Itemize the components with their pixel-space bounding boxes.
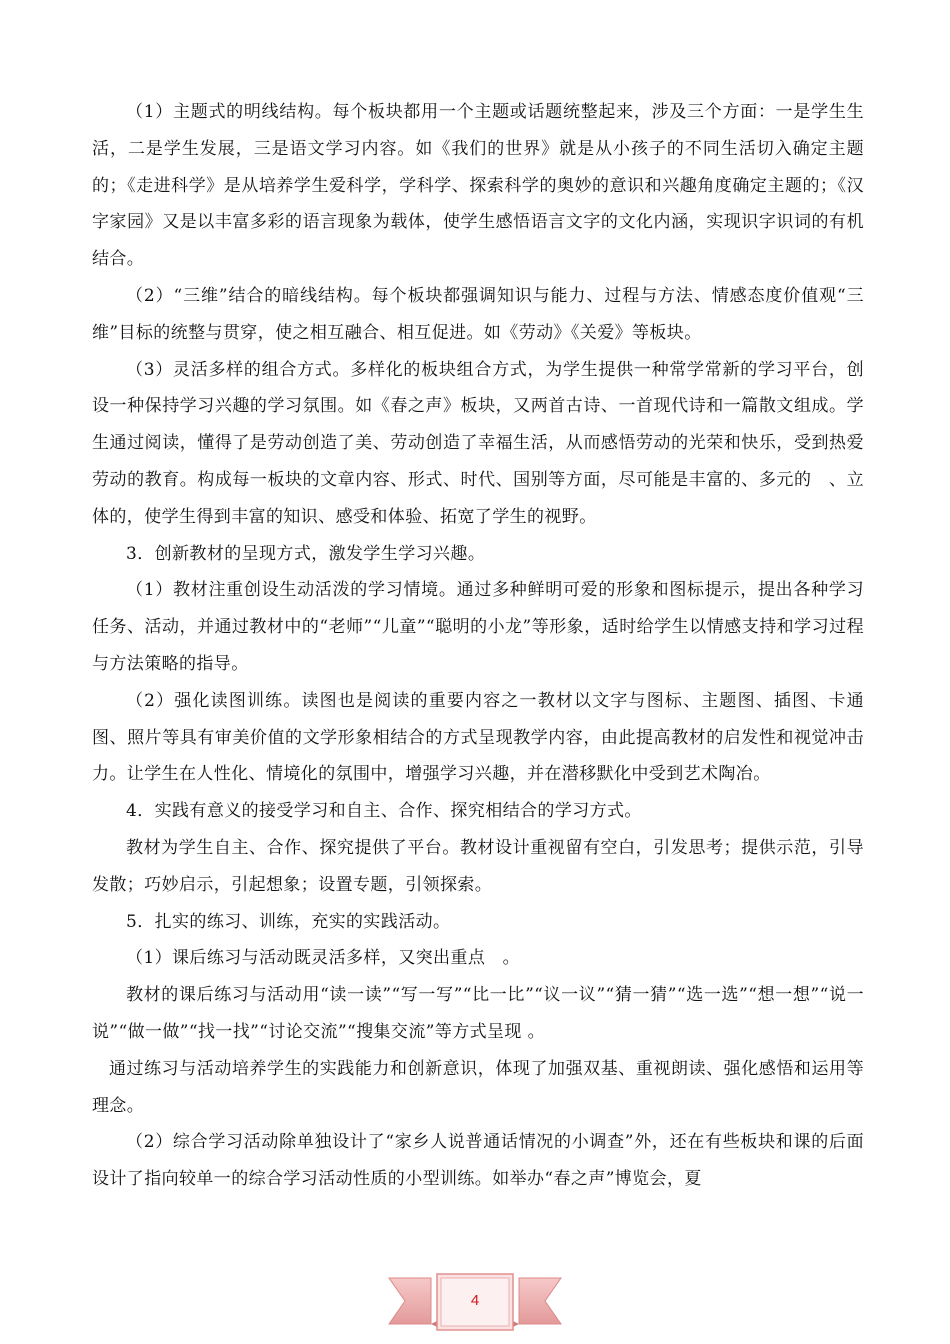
paragraph-3: （3）灵活多样的组合方式。多样化的板块组合方式，为学生提供一种常学常新的学习平台，创设一种保持学习兴趣的学习氛围。如《春之声》板块，又两首古诗、一首现代诗和一篇散文组成。学生通过阅读，懂得了是劳动创造了美、劳动创造了幸福生活，从而感悟劳动的光荣和快乐，受到热爱劳动的教育。构成每一板块的文章内容、形式、时代、国别等方面，尽可能是丰富的、多元的 、立体的，使学生得到丰富的知识、感受和体验、拓宽了学生的视野。 bbox=[92, 359, 864, 527]
paragraph-8: 教材的课后练习与活动用“读一读”“写一写”“比一比”“议一议”“猜一猜”“选一选”“想一想”“说一说”“做一做”“找一找”“讨论交流”“搜集交流”等方式呈现 。 bbox=[92, 985, 864, 1042]
section-heading-5: 5．扎实的练习、训练，充实的实践活动。 bbox=[126, 911, 451, 932]
page-number: 4 bbox=[470, 1292, 480, 1309]
section-heading-3: 3．创新教材的呈现方式，激发学生学习兴趣。 bbox=[126, 543, 486, 564]
paragraph-5: （2）强化读图训练。读图也是阅读的重要内容之一教材以文字与图标、主题图、插图、卡通图、照片等具有审美价值的文学形象相结合的方式呈现教学内容，由此提高教材的启发性和视觉冲击力。让学生在人性化、情境化的氛围中，增强学习兴趣，并在潜移默化中受到艺术陶冶。 bbox=[92, 690, 864, 785]
paragraph-9: 通过练习与活动培养学生的实践能力和创新意识，体现了加强双基、重视朗读、强化感悟和运用等理念。 bbox=[92, 1058, 864, 1116]
paragraph-6: 教材为学生自主、合作、探究提供了平台。教材设计重视留有空白，引发思考；提供示范，引导发散；巧妙启示，引起想象；设置专题，引领探索。 bbox=[92, 837, 864, 895]
page-footer bbox=[0, 1272, 950, 1332]
document-body bbox=[92, 94, 864, 1198]
paragraph-7: （1）课后练习与活动既灵活多样，又突出重点 。 bbox=[126, 948, 521, 969]
paragraph-2: （2）“三维”结合的暗线结构。每个板块都强调知识与能力、过程与方法、情感态度价值观“三维”目标的统整与贯穿，使之相互融合、相互促进。如《劳动》《关爱》等板块。 bbox=[92, 285, 864, 343]
paragraph-1: （1）主题式的明线结构。每个板块都用一个主题或话题统整起来，涉及三个方面：一是学生生活，二是学生发展，三是语文学习内容。如《我们的世界》就是从小孩子的不同生活切入确定主题的；《走进科学》是从培养学生爱科学，学科学、探索科学的奥妙的意识和兴趣角度确定主题的；《汉字家园》又是以丰富多彩的语言现象为载体，使学生感悟语言文字的文化内涵，实现识字识词的有机结合。 bbox=[92, 102, 864, 270]
paragraph-10: （2）综合学习活动除单独设计了“家乡人说普通话情况的小调查”外，还在有些板块和课的后面设计了指向较单一的综合学习活动性质的小型训练。如举办“春之声”博览会，夏 bbox=[92, 1132, 864, 1190]
section-heading-4: 4．实践有意义的接受学习和自主、合作、探究相结合的学习方式。 bbox=[126, 801, 642, 822]
paragraph-4: （1）教材注重创设生动活泼的学习情境。通过多种鲜明可爱的形象和图标提示，提出各种学习任务、活动，并通过教材中的“老师”“儿童”“聪明的小龙”等形象，适时给学生以情感支持和学习过程与方法策略的指导。 bbox=[92, 580, 864, 674]
